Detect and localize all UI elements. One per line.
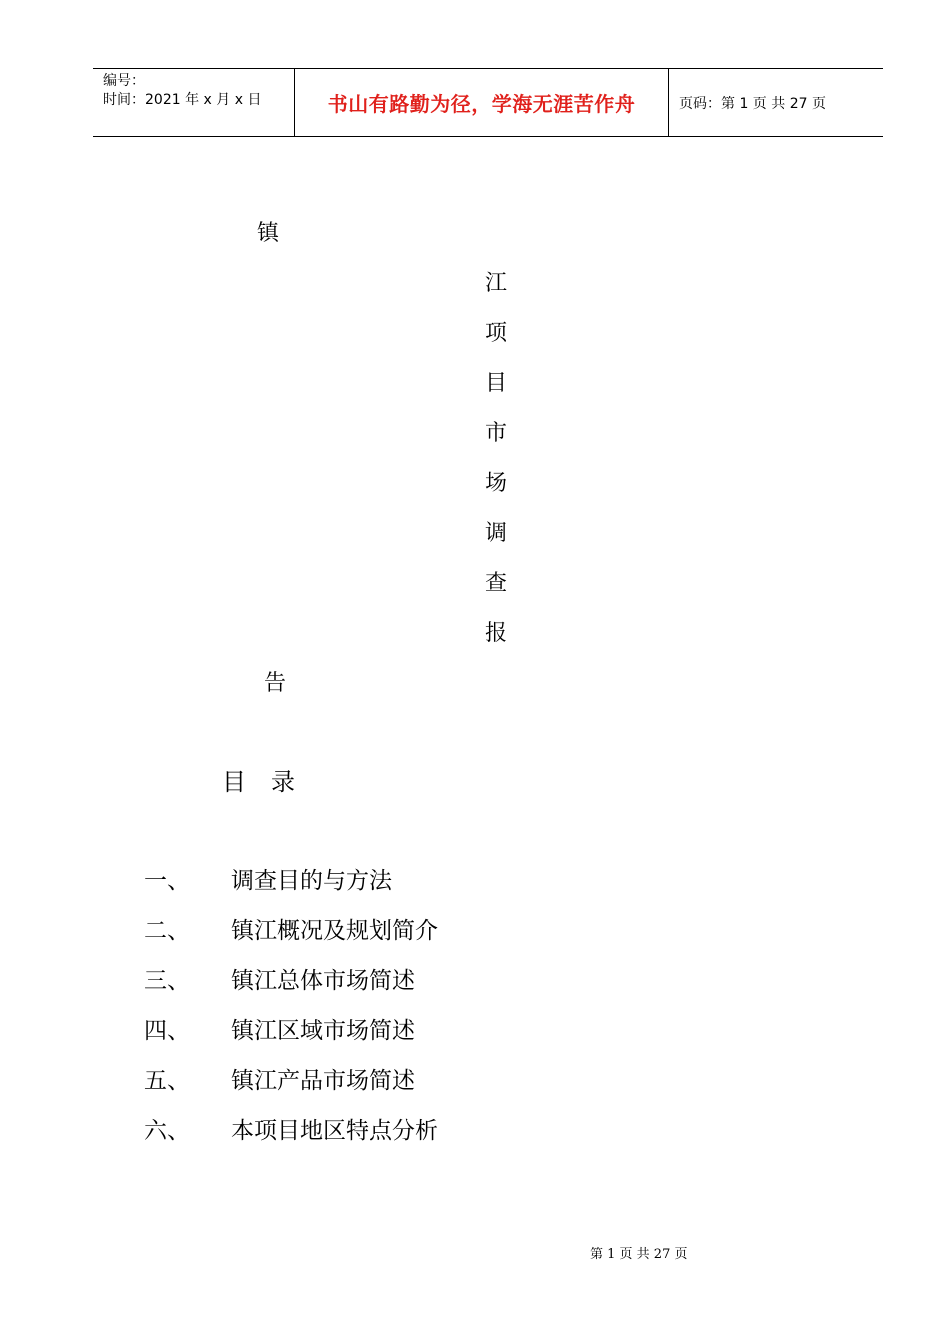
header-meta-cell: [93, 69, 295, 136]
title-char: 项: [485, 321, 508, 346]
document-number-label: 编号：: [103, 73, 145, 89]
title-char: 市: [485, 421, 508, 446]
page-header: [93, 68, 883, 137]
toc-item-number: 二、: [144, 918, 190, 944]
header-page-info: 页码：第 1 页 共 27 页: [679, 95, 826, 112]
toc-item-number: 四、: [144, 1018, 190, 1044]
toc-item-text: 镇江产品市场简述: [231, 1068, 415, 1094]
title-char: 目: [485, 371, 508, 396]
toc-item-number: 三、: [144, 968, 190, 994]
toc-item-text: 镇江概况及规划简介: [231, 918, 438, 944]
title-char: 报: [485, 621, 508, 646]
toc-title: [222, 767, 295, 797]
toc-item-number: 五、: [144, 1068, 190, 1094]
title-char: 告: [264, 671, 287, 696]
title-char: 场: [485, 471, 508, 496]
title-char: 镇: [257, 221, 280, 246]
title-char: 调: [485, 521, 508, 546]
toc-item-text: 镇江总体市场简述: [231, 968, 415, 994]
header-motto: 书山有路勤为径，学海无涯苦作舟: [327, 92, 636, 116]
title-char: 查: [485, 571, 508, 596]
toc-item-number: 一、: [144, 868, 190, 894]
page-footer: 第 1 页 共 27 页: [590, 1247, 688, 1262]
toc-title-part: 目: [222, 768, 246, 796]
document-time-label: 时间：2021 年 x 月 x 日: [103, 92, 262, 108]
header-page-cell: [669, 69, 883, 136]
toc-item-text: 调查目的与方法: [231, 868, 392, 894]
toc-item-text: 镇江区域市场简述: [231, 1018, 415, 1044]
header-motto-cell: [295, 69, 669, 136]
toc-item-text: 本项目地区特点分析: [231, 1118, 438, 1144]
toc-item-number: 六、: [144, 1118, 190, 1144]
toc-title-part: 录: [271, 768, 295, 796]
title-char: 江: [485, 271, 508, 296]
